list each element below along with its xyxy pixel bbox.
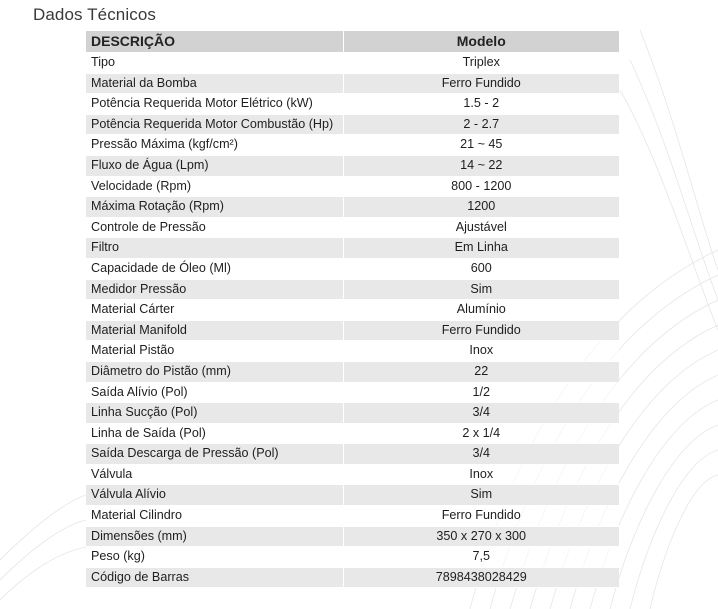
- row-value: 7898438028429: [343, 567, 619, 588]
- table-row: [86, 300, 619, 321]
- header-model: Modelo: [343, 31, 619, 53]
- row-label: Filtro: [86, 238, 343, 259]
- row-label: Medidor Pressão: [86, 279, 343, 300]
- row-label: Material Cárter: [86, 300, 343, 321]
- table-row: [86, 197, 619, 218]
- row-value: Em Linha: [343, 238, 619, 259]
- table-row: [86, 403, 619, 424]
- table-row: [86, 135, 619, 156]
- row-label: Linha Sucção (Pol): [86, 403, 343, 424]
- row-label: Potência Requerida Motor Combustão (Hp): [86, 114, 343, 135]
- row-label: Potência Requerida Motor Elétrico (kW): [86, 94, 343, 115]
- page-title: Dados Técnicos: [33, 5, 156, 24]
- row-label: Capacidade de Óleo (Ml): [86, 258, 343, 279]
- row-label: Dimensões (mm): [86, 526, 343, 547]
- row-value: 7,5: [343, 547, 619, 568]
- row-value: 2 x 1/4: [343, 423, 619, 444]
- table-row: [86, 423, 619, 444]
- table-header-row: [86, 31, 619, 53]
- row-value: Inox: [343, 464, 619, 485]
- table-row: [86, 279, 619, 300]
- table-row: [86, 176, 619, 197]
- row-value: 2 - 2.7: [343, 114, 619, 135]
- row-value: 1200: [343, 197, 619, 218]
- table-row: [86, 320, 619, 341]
- table-row: [86, 258, 619, 279]
- table-row: [86, 485, 619, 506]
- row-value: 1.5 - 2: [343, 94, 619, 115]
- row-value: Ferro Fundido: [343, 73, 619, 94]
- row-value: 21 ~ 45: [343, 135, 619, 156]
- row-label: Material Pistão: [86, 341, 343, 362]
- row-label: Pressão Máxima (kgf/cm²): [86, 135, 343, 156]
- specifications-table: [86, 31, 619, 588]
- row-label: Fluxo de Água (Lpm): [86, 155, 343, 176]
- table-row: [86, 382, 619, 403]
- row-value: Alumínio: [343, 300, 619, 321]
- row-value: 600: [343, 258, 619, 279]
- table-row: [86, 114, 619, 135]
- row-label: Diâmetro do Pistão (mm): [86, 361, 343, 382]
- row-label: Linha de Saída (Pol): [86, 423, 343, 444]
- table-row: [86, 506, 619, 527]
- row-label: Peso (kg): [86, 547, 343, 568]
- row-value: 3/4: [343, 403, 619, 424]
- table-row: [86, 361, 619, 382]
- row-label: Material da Bomba: [86, 73, 343, 94]
- row-value: Triplex: [343, 53, 619, 74]
- row-label: Material Cilindro: [86, 506, 343, 527]
- header-description: DESCRIÇÃO: [86, 31, 343, 53]
- table-row: [86, 238, 619, 259]
- table-row: [86, 567, 619, 588]
- row-label: Saída Descarga de Pressão (Pol): [86, 444, 343, 465]
- table-row: [86, 547, 619, 568]
- table-row: [86, 341, 619, 362]
- row-value: 14 ~ 22: [343, 155, 619, 176]
- row-label: Saída Alívio (Pol): [86, 382, 343, 403]
- row-value: Inox: [343, 341, 619, 362]
- table-row: [86, 73, 619, 94]
- table-row: [86, 53, 619, 74]
- table-row: [86, 526, 619, 547]
- row-value: Ajustável: [343, 217, 619, 238]
- table-row: [86, 464, 619, 485]
- row-value: 1/2: [343, 382, 619, 403]
- row-value: 3/4: [343, 444, 619, 465]
- row-label: Código de Barras: [86, 567, 343, 588]
- table-row: [86, 155, 619, 176]
- row-label: Válvula: [86, 464, 343, 485]
- row-label: Material Manifold: [86, 320, 343, 341]
- row-label: Controle de Pressão: [86, 217, 343, 238]
- row-value: 800 - 1200: [343, 176, 619, 197]
- row-label: Velocidade (Rpm): [86, 176, 343, 197]
- row-label: Válvula Alívio: [86, 485, 343, 506]
- row-value: 350 x 270 x 300: [343, 526, 619, 547]
- row-value: 22: [343, 361, 619, 382]
- row-value: Ferro Fundido: [343, 320, 619, 341]
- row-label: Tipo: [86, 53, 343, 74]
- row-value: Sim: [343, 485, 619, 506]
- row-label: Máxima Rotação (Rpm): [86, 197, 343, 218]
- table-row: [86, 444, 619, 465]
- table-row: [86, 94, 619, 115]
- row-value: Sim: [343, 279, 619, 300]
- table-row: [86, 217, 619, 238]
- row-value: Ferro Fundido: [343, 506, 619, 527]
